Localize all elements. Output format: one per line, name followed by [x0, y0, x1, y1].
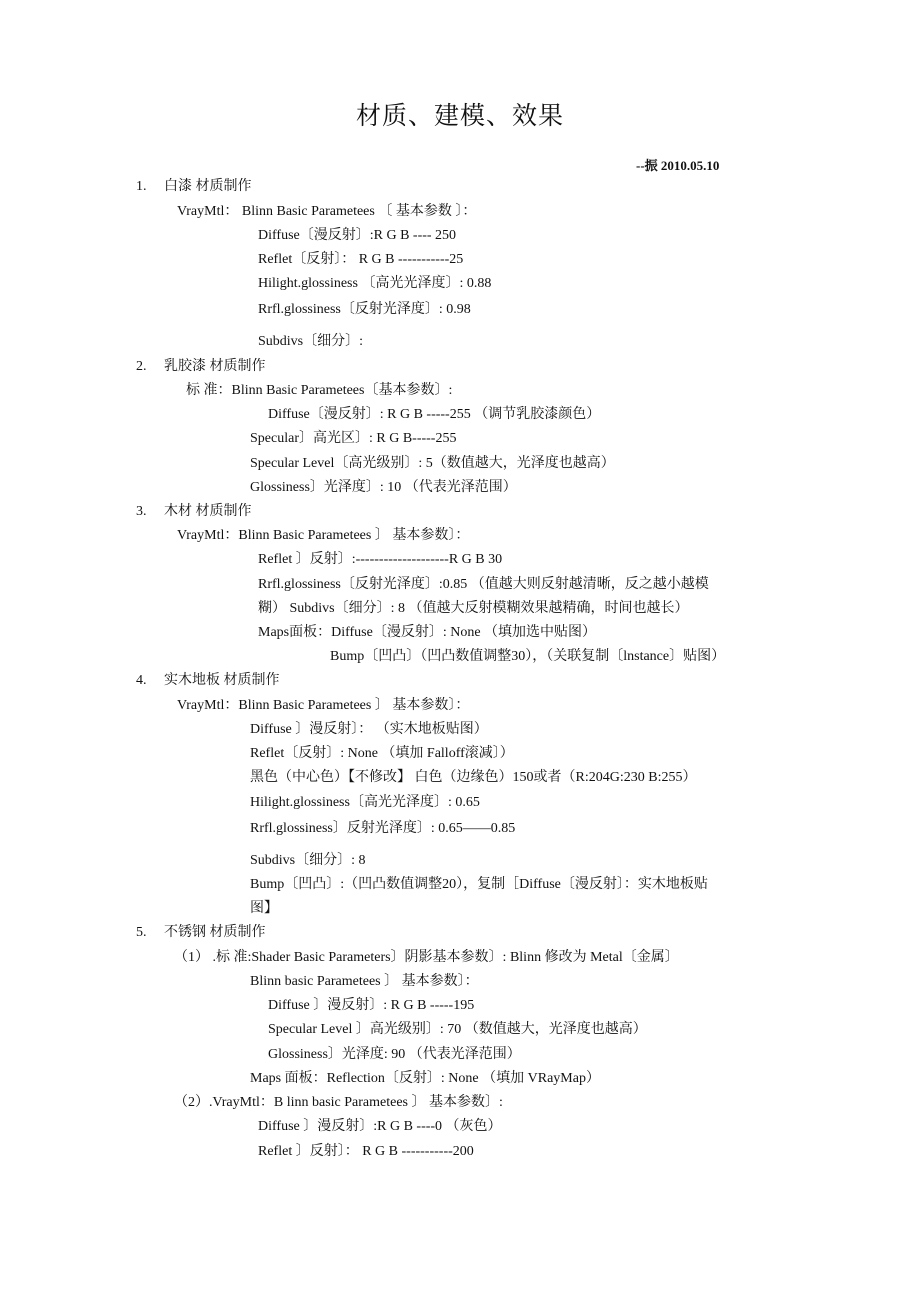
text-line: 糊） Subdivs〔细分〕: 8 （值越大反射模糊效果越精确，时间也越长） [258, 601, 689, 616]
text-line: Rrfl.glossiness〕反射光泽度〕: 0.65——0.85 [250, 821, 516, 836]
text-line: Diffuse 〕漫反射〕:R G B ----0 （灰色） [258, 1119, 502, 1134]
text-line: Blinn basic Parametees 〕 基本参数〕： [250, 974, 479, 989]
text-line: Reflet〔反射〕： R G B -----------25 [258, 252, 464, 267]
text-line: VrayMtl： Blinn Basic Parametees 〔 基本参数 〕： [177, 204, 477, 219]
text-line: Specular Level 〕高光级别〕: 70 （数值越大，光泽度也越高） [268, 1022, 647, 1037]
text-line: Glossiness〕光泽度〕: 10 （代表光泽范围） [250, 480, 517, 495]
text-line: Subdivs〔细分〕: 8 [250, 853, 366, 868]
text-line: 图】 [250, 901, 278, 916]
text-line: 黑色（中心色）【不修改】 白色（边缘色）150或者（R:204G:230 B:255） [250, 770, 697, 785]
section-heading: 不锈钢 材质制作 [164, 925, 266, 940]
text-line: 标 准：Blinn Basic Parametees〔基本参数〕: [186, 383, 453, 398]
text-line: VrayMtl：Blinn Basic Parametees 〕 基本参数〕： [177, 528, 470, 543]
text-line: （2）.VrayMtl：B linn basic Parametees 〕 基本参数〕: [174, 1095, 503, 1110]
text-line: Rrfl.glossiness〔反射光泽度〕: 0.98 [258, 302, 471, 317]
text-line: Reflet 〕反射〕:--------------------R G B 30 [258, 552, 503, 567]
section-heading: 白漆 材质制作 [164, 179, 252, 194]
text-line: Reflet 〕反射〕： R G B -----------200 [258, 1144, 474, 1159]
text-line: （1） .标 准:Shader Basic Parameters〕阴影基本参数〕: Blinn 修改为 Metal〔金属〕 [174, 950, 679, 965]
section-number: 3. [136, 504, 147, 519]
section-number: 1. [136, 179, 147, 194]
text-line: VrayMtl：Blinn Basic Parametees 〕 基本参数〕： [177, 698, 470, 713]
text-line: Hilight.glossiness〔高光光泽度〕: 0.65 [250, 795, 480, 810]
text-line: Reflet〔反射〕: None （填加 Falloff滚减〕） [250, 746, 514, 761]
section-number: 5. [136, 925, 147, 940]
text-line: Diffuse 〕漫反射〕: R G B -----195 [268, 998, 475, 1013]
text-line: Maps面板：Diffuse〔漫反射〕: None （填加选中贴图） [258, 625, 597, 640]
section-number: 4. [136, 673, 147, 688]
text-line: Diffuse〔漫反射〕:R G B ---- 250 [258, 228, 457, 243]
text-line: Bump〔凹凸〕（凹凸数值调整30），（关联复制〔lnstance〕贴图） [330, 649, 726, 664]
text-line: Subdivs〔细分〕: [258, 334, 364, 349]
text-line: Diffuse〔漫反射〕: R G B -----255 （调节乳胶漆颜色） [268, 407, 601, 422]
text-line: Specular〕高光区〕: R G B-----255 [250, 431, 457, 446]
text-line: Diffuse 〕漫反射〕： （实木地板贴图） [250, 722, 488, 737]
text-line: Maps 面板：Reflection〔反射〕: None （填加 VRayMap） [250, 1071, 600, 1086]
text-line: Rrfl.glossiness〔反射光泽度〕:0.85 （值越大则反射越清晰，反之越小越模 [258, 577, 709, 592]
section-number: 2. [136, 359, 147, 374]
section-heading: 实木地板 材质制作 [164, 673, 280, 688]
page-title: 材质、建模、效果 [355, 103, 564, 130]
section-heading: 木材 材质制作 [164, 504, 252, 519]
text-line: Bump〔凹凸〕:（凹凸数值调整20），复制［Diffuse〔漫反射〕：实木地板贴 [250, 877, 708, 892]
section-heading: 乳胶漆 材质制作 [164, 359, 266, 374]
author-date: --振 2010.05.10 [636, 158, 720, 173]
text-line: Hilight.glossiness 〔高光光泽度〕: 0.88 [258, 276, 492, 291]
text-line: Glossiness〕光泽度: 90 （代表光泽范围） [268, 1047, 521, 1062]
text-line: Specular Level〔高光级别〕: 5（数值越大，光泽度也越高） [250, 456, 615, 471]
